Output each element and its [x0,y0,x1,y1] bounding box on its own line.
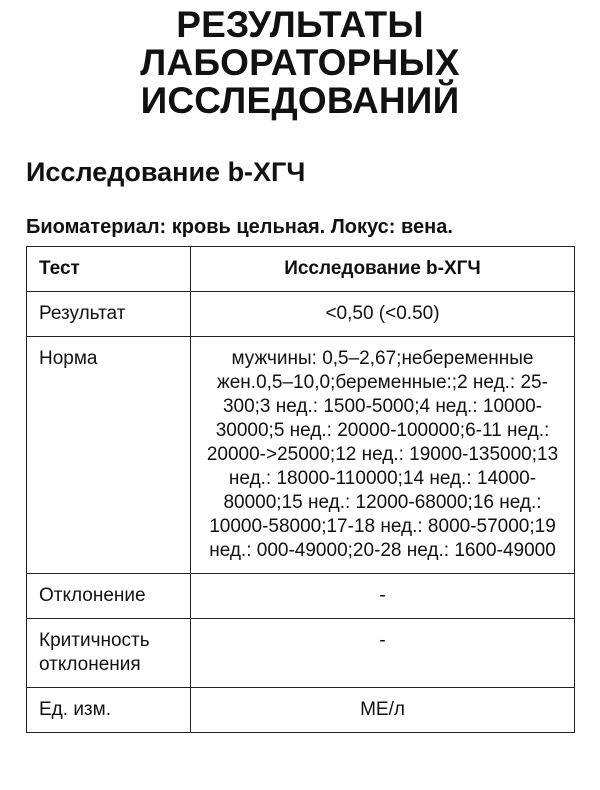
row-label-result: Результат [27,292,191,337]
column-header-study: Исследование b-ХГЧ [191,247,575,292]
table-row-units [27,688,575,733]
row-label-criticality: Критичность отклонения [27,619,191,688]
row-value-units: МЕ/л [191,688,575,733]
page-title: РЕЗУЛЬТАТЫ ЛАБОРАТОРНЫХ ИССЛЕДОВАНИЙ [140,4,460,121]
row-value-result: <0,50 (<0.50) [191,292,575,337]
biomaterial-info: Биоматериал: кровь цельная. Локус: вена. [26,216,453,238]
row-label-deviation: Отклонение [27,574,191,619]
table-row-criticality [27,619,575,688]
table-header-row [27,247,575,292]
row-value-criticality: - [191,619,575,688]
row-label-units: Ед. изм. [27,688,191,733]
results-table [26,246,575,733]
table-row-deviation [27,574,575,619]
table-row-norm [27,337,575,574]
table-row-result [27,292,575,337]
column-header-test: Тест [27,247,191,292]
row-label-norm: Норма [27,337,191,574]
row-value-norm: мужчины: 0,5–2,67;небеременные жен.0,5–10,0;беременные:;2 нед.: 25-300;3 нед.: 1500-5000;4 нед.: 10000-30000;5 нед.: 20000-100000;6-11 нед.: 20000->25000;12 нед.: 19000-135000;13 нед.: 18000-110000;14 нед.: 14000-80000;15 нед.: 12000-68000;16 нед.: 10000-58000;17-18 нед.: 8000-57000;19 нед.: 000-49000;20-28 нед.: 1600-49000 [191,337,575,574]
row-value-deviation: - [191,574,575,619]
study-title: Исследование b-ХГЧ [26,157,306,187]
